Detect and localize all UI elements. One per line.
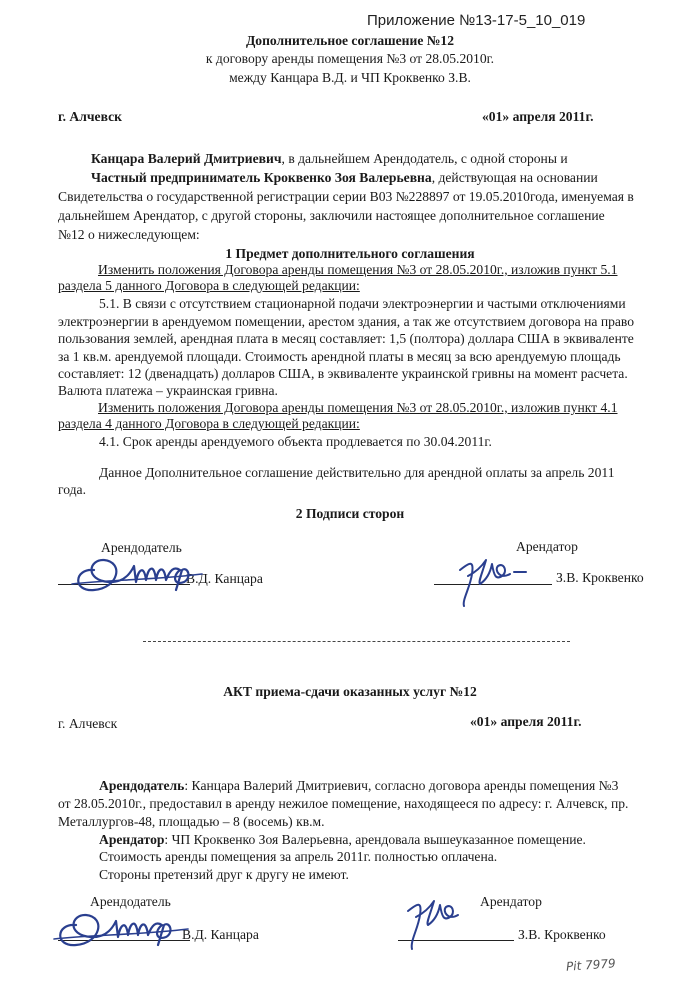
intro-line-1-text: , в дальнейшем Арендодатель, с одной стороны и (281, 151, 568, 166)
act-line-2: от 28.05.2010г., предоставил в аренду нежилое помещение, находящееся по адресу: г. Алчевск, пр. (58, 796, 629, 811)
act-lessee-label-sig: Арендатор (480, 894, 542, 909)
act-line-4 (99, 832, 586, 848)
change-1-line-a: Изменить положения Договора аренды помещения №3 от 28.05.2010г., изложив пункт 5.1 (98, 262, 618, 277)
section-2-title: 2 Подписи сторон (295, 506, 405, 521)
intro-line-1 (91, 151, 568, 167)
change-2-line-b: раздела 4 данного Договора в следующей редакции: (58, 416, 360, 431)
act-line-1 (99, 778, 618, 794)
lessor-signature (64, 540, 214, 600)
change-1-line-b: раздела 5 данного Договора в следующей редакции: (58, 278, 360, 293)
validity-line-2: года. (58, 482, 86, 497)
intro-line-4: дальнейшем Арендатор, с другой стороны, заключили настоящее дополнительное соглашение (58, 208, 605, 223)
act-title: АКТ приема-сдачи оказанных услуг №12 (223, 684, 477, 699)
clause-5-1-line-6: Валюта платежа – украинская гривна. (58, 383, 278, 398)
intro-line-2 (91, 170, 659, 186)
act-city: г. Алчевск (58, 716, 118, 731)
clause-5-1-line-5: составляет: 12 (двенадцать) долларов США, в эквиваленте украинской гривны на момент расчета. (58, 366, 628, 381)
lessor-label: Арендодатель (101, 540, 182, 555)
act-date: «01» апреля 2011г. (470, 714, 582, 729)
handwritten-note: Pit 7979 (565, 956, 617, 974)
lessee-initials: З.В. Кроквенко (556, 570, 644, 585)
agreement-subtitle-parties: между Канцара В.Д. и ЧП Кроквенко З.В. (229, 70, 471, 85)
act-lessor-signature (48, 895, 198, 955)
clause-5-1-line-3: пользования землей, арендная плата в месяц составляет: 1,5 (полтора) доллара США в эквиваленте (58, 331, 634, 346)
clause-4-1: 4.1. Срок аренды арендуемого объекта продлевается по 30.04.2011г. (99, 434, 492, 449)
cut-line-separator (143, 641, 570, 642)
act-lessor-label: Арендодатель (99, 778, 185, 793)
agreement-subtitle-contract: к договору аренды помещения №3 от 28.05.2010г. (205, 51, 495, 66)
section-1-title: 1 Предмет дополнительного соглашения (225, 246, 475, 261)
agreement-date: «01» апреля 2011г. (482, 109, 594, 124)
intro-line-2-text: , действующая на основании (431, 170, 598, 185)
lessor-initials: В.Д. Канцара (186, 571, 263, 586)
validity-line-1: Данное Дополнительное соглашение действительно для арендной оплаты за апрель 2011 (99, 465, 615, 480)
act-lessee-initials: З.В. Кроквенко (518, 927, 606, 942)
agreement-title: Дополнительное соглашение №12 (245, 33, 455, 48)
act-line-3: Металлургов-48, площадью – 8 (восемь) кв.м. (58, 814, 325, 829)
act-lessee-label: Арендатор (99, 832, 165, 847)
clause-5-1-line-4: за 1 кв.м. арендуемой площади. Стоимость арендной платы в месяц за всю арендуемую площадь (58, 349, 621, 364)
act-line-5: Стоимость аренды помещения за апрель 2011г. полностью оплачена. (99, 849, 498, 864)
lessee-name: Частный предприниматель Кроквенко Зоя Валерьевна (91, 170, 432, 185)
act-lessor-initials: В.Д. Канцара (182, 927, 259, 942)
act-line-1-text: : Канцара Валерий Дмитриевич, согласно договора аренды помещения №3 (184, 778, 619, 793)
clause-5-1-line-2: электроэнергии в арендуемом помещении, арестом здания, а так же отсутствием договора на право (58, 314, 635, 329)
act-line-6: Стороны претензий друг к другу не имеют. (99, 867, 349, 882)
annex-label: Приложение №13-17-5_10_019 (367, 12, 586, 29)
intro-line-3: Свидетельства о государственной регистрации серии В03 №228897 от 19.05.2010года, именуемая в (58, 189, 634, 204)
change-2-line-a: Изменить положения Договора аренды помещения №3 от 28.05.2010г., изложив пункт 4.1 (98, 400, 618, 415)
lessee-signature (452, 550, 532, 610)
act-lessee-signature (400, 893, 470, 953)
city: г. Алчевск (58, 109, 122, 124)
intro-line-5: №12 о нижеследующем: (58, 227, 200, 242)
lessee-label: Арендатор (516, 539, 578, 554)
act-line-4-text: : ЧП Кроквенко Зоя Валерьевна, арендовала вышеуказанное помещение. (164, 832, 586, 847)
act-lessor-label-sig: Арендодатель (90, 894, 171, 909)
lessor-name: Канцара Валерий Дмитриевич (91, 151, 282, 166)
clause-5-1-line-1: 5.1. В связи с отсутствием стационарной подачи электроэнергии и частыми отключениями (99, 296, 626, 311)
